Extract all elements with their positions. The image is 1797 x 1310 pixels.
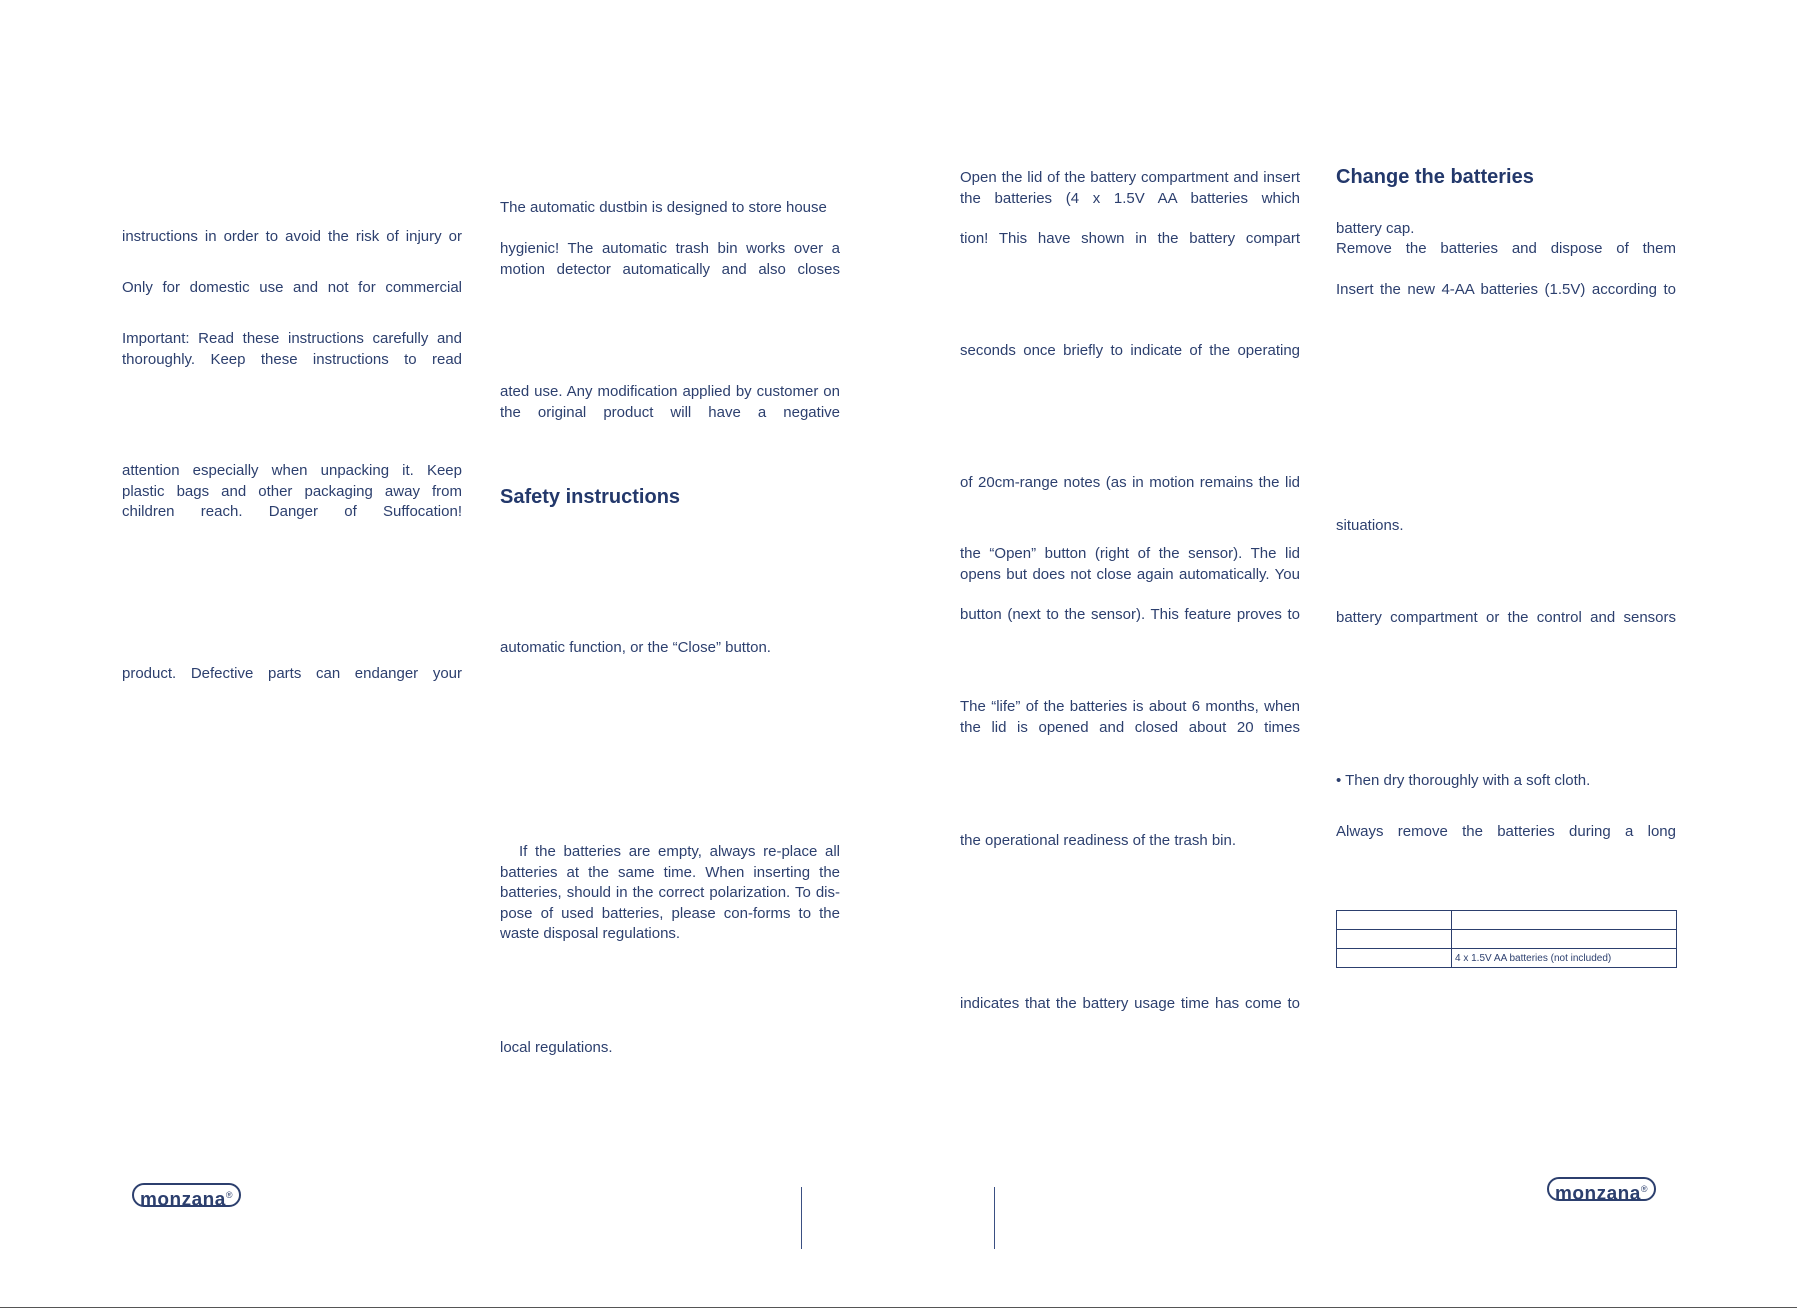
col2-paragraph-3: ated use. Any modification applied by customer on the original product will have a negative bbox=[500, 383, 840, 421]
col3-paragraph-8: the operational readiness of the trash bin. bbox=[960, 832, 1237, 849]
col4-paragraph-7: Always remove the batteries during a long bbox=[1336, 823, 1676, 840]
col2-paragraph-4: automatic function, or the “Close” button. bbox=[500, 639, 771, 656]
col3-paragraph-6: button (next to the sensor). This feature proves to bbox=[960, 606, 1300, 623]
col2-paragraph-6: local regulations. bbox=[500, 1039, 613, 1056]
col4-paragraph-4: situations. bbox=[1336, 517, 1404, 534]
table-row bbox=[1337, 930, 1677, 949]
col1-paragraph-5: product. Defective parts can endanger your bbox=[122, 665, 462, 682]
col2-paragraph-2: hygienic! The automatic trash bin works over a motion detector automatically and also closes bbox=[500, 240, 840, 278]
col3-paragraph-5: the “Open” button (right of the sensor). The lid opens but does not close again automatically. You bbox=[960, 545, 1300, 583]
col3-paragraph-7: The “life” of the batteries is about 6 months, when the lid is opened and closed about 20 times bbox=[960, 698, 1300, 736]
table-cell: 4 x 1.5V AA batteries (not included) bbox=[1452, 949, 1677, 968]
col4-paragraph-5: battery compartment or the control and sensors bbox=[1336, 609, 1676, 626]
col1-paragraph-3: Important: Read these instructions carefully and thoroughly. Keep these instructions to read bbox=[122, 330, 462, 368]
table-row bbox=[1337, 911, 1677, 930]
col1-paragraph-2: Only for domestic use and not for commercial bbox=[122, 279, 462, 296]
specification-table bbox=[1336, 910, 1677, 968]
col2-paragraph-1: The automatic dustbin is designed to store house bbox=[500, 199, 827, 216]
col1-paragraph-1: instructions in order to avoid the risk of injury or bbox=[122, 228, 462, 245]
safety-instructions-heading: Safety instructions bbox=[500, 486, 681, 508]
col4-paragraph-2: Remove the batteries and dispose of them bbox=[1336, 240, 1676, 257]
monzana-logo-right bbox=[1547, 1177, 1656, 1205]
table-row bbox=[1337, 949, 1677, 968]
table-cell bbox=[1452, 930, 1677, 949]
change-batteries-heading: Change the batteries bbox=[1336, 166, 1534, 188]
registered-mark: ® bbox=[225, 1190, 233, 1200]
logo-text: monzana bbox=[1555, 1183, 1641, 1205]
col3-paragraph-3: seconds once briefly to indicate of the operating bbox=[960, 342, 1300, 359]
fold-line-right bbox=[994, 1187, 995, 1249]
col3-paragraph-4: of 20cm-range notes (as in motion remains the lid bbox=[960, 474, 1300, 491]
table-cell bbox=[1337, 949, 1452, 968]
col3-paragraph-1: Open the lid of the battery compartment and insert the batteries (4 x 1.5V AA batteries which bbox=[960, 169, 1300, 207]
table-cell bbox=[1337, 930, 1452, 949]
col4-paragraph-3: Insert the new 4-AA batteries (1.5V) according to bbox=[1336, 281, 1676, 298]
col1-paragraph-4: attention especially when unpacking it. Keep plastic bags and other packaging away from children reach. Danger of Suffocation! bbox=[122, 462, 462, 520]
table-cell bbox=[1337, 911, 1452, 930]
fold-line-left bbox=[801, 1187, 802, 1249]
col4-paragraph-1: battery cap. bbox=[1336, 220, 1415, 237]
bottom-edge-line bbox=[0, 1307, 1797, 1308]
col2-paragraph-5: If the batteries are empty, always re-place all batteries at the same time. When inserting the batteries, should in the correct polarization. To dis-pose of used batteries, please con-forms to the waste disposal regulations. bbox=[500, 843, 840, 942]
col4-paragraph-6: • Then dry thoroughly with a soft cloth. bbox=[1336, 772, 1591, 789]
col3-paragraph-2: tion! This have shown in the battery compart bbox=[960, 230, 1300, 247]
registered-mark: ® bbox=[1640, 1184, 1648, 1194]
monzana-logo-left bbox=[132, 1183, 241, 1211]
table-cell bbox=[1452, 911, 1677, 930]
logo-text: monzana bbox=[140, 1189, 226, 1211]
col3-paragraph-9: indicates that the battery usage time has come to bbox=[960, 995, 1300, 1012]
